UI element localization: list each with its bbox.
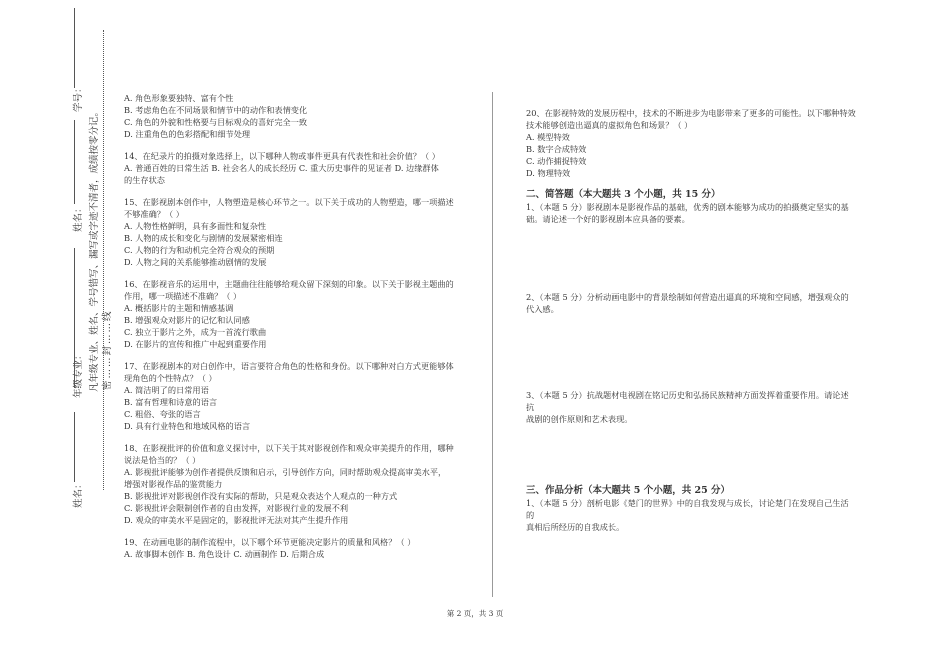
q16-option-a: A. 概括影片的主题和情感基调	[124, 303, 234, 313]
q13-option-d: D. 注重角色的色彩搭配和细节处理	[124, 129, 251, 139]
q20-stem: 20、在影视特效的发展历程中，技术的不断进步为电影带来了更多的可能性。以下哪种特效	[526, 108, 856, 118]
section-3-title: 三、作品分析（本大题共 5 个小题，共 25 分）	[526, 485, 731, 496]
q18-stem: 18、在影视批评的价值和意义探讨中，以下关于其对影视创作和观众审美提升的作用，哪种	[124, 443, 454, 453]
sa2-line1: 2、（本题 5 分）分析动画电影中的背景绘制如何营造出逼真的环境和空间感，增强观众的	[526, 292, 849, 302]
q18-option-a-cont: 增强对影视作品的鉴赏能力	[124, 479, 223, 489]
q14-options-cont: 的生存状态	[124, 175, 165, 185]
q15-option-b: B. 人物的成长和变化与剧情的发展紧密相连	[124, 233, 283, 243]
q15-option-a: A. 人物性格鲜明，具有多面性和复杂性	[124, 221, 267, 231]
analysis-1	[526, 497, 856, 533]
sa3-line2: 战剧的创作原则和艺术表现。	[526, 414, 633, 424]
q15-stem: 15、在影视剧本创作中，人物塑造是核心环节之一。以下关于成功的人物塑造，哪一项描述	[124, 197, 454, 207]
q17-stem-cont: 现角色的个性特点？（ ）	[124, 373, 217, 383]
q20-option-b: B. 数字合成特效	[526, 144, 587, 154]
q18-option-a: A. 影视批评能够为创作者提供反馈和启示，引导创作方向，同时帮助观众提高审美水平，	[124, 467, 447, 477]
student-id-label: 学号：	[73, 83, 84, 112]
question-17	[124, 360, 479, 432]
q16-option-d: D. 在影片的宣传和推广中起到重要作用	[124, 339, 267, 349]
q19-options: A. 故事脚本创作 B. 角色设计 C. 动画制作 D. 后期合成	[124, 549, 325, 559]
left-column	[124, 92, 479, 570]
q16-option-b: B. 增强观众对影片的记忆和认同感	[124, 315, 250, 325]
q16-stem-cont: 作用，哪一项描述不准确？（ ）	[124, 291, 242, 301]
school-line	[74, 412, 75, 482]
q16-stem: 16、在影视音乐的运用中，主题曲往往能够给观众留下深刻的印象。以下关于影视主题曲的	[124, 279, 454, 289]
q19-stem: 19、在动画电影的制作流程中，以下哪个环节更能决定影片的质量和风格？（ ）	[124, 537, 416, 547]
an1-line1: 1、（本题 5 分）剖析电影《楚门的世界》中的自我发现与成长，讨论楚门在发现自己生活的	[526, 498, 849, 520]
an1-line2: 真相后所经历的自我成长。	[526, 522, 625, 532]
seal-dotted-line	[103, 30, 104, 490]
q13-option-b: B. 考虑角色在不同场景和情节中的动作和表情变化	[124, 105, 308, 115]
major-line	[74, 248, 75, 388]
q14-stem: 14、在纪录片的拍摄对象选择上，以下哪种人物或事件更具有代表性和社会价值？（ ）	[124, 151, 440, 161]
q18-option-c: C. 影视批评会限制创作者的自由发挥，对影视行业的发展不利	[124, 503, 349, 513]
q15-option-c: C. 人物的行为和动机完全符合观众的预期	[124, 245, 275, 255]
section-2-title: 二、简答题（本大题共 3 个小题，共 15 分）	[526, 189, 721, 200]
q17-option-d: D. 具有行业特色和地域风格的语言	[124, 421, 251, 431]
right-column	[526, 107, 856, 533]
question-16	[124, 278, 479, 350]
name-line	[74, 120, 75, 204]
short-answer-1	[526, 201, 856, 291]
question-18	[124, 442, 479, 526]
q20-option-c: C. 动作捕捉特效	[526, 156, 587, 166]
q18-stem-cont: 说法是恰当的？（ ）	[124, 455, 201, 465]
q17-option-c: C. 粗俗、夸张的语言	[124, 409, 201, 419]
notice-text: 凡年级专业、姓名、学号错写、漏写或字迹不清者，成绩按零分记。	[89, 106, 100, 392]
question-20	[526, 107, 856, 179]
question-15	[124, 196, 479, 268]
major-label: 年级专业：	[73, 350, 84, 398]
sa3-line1: 3、（本题 5 分）抗战题材电视剧在铭记历史和弘扬民族精神方面发挥着重要作用。请论述抗	[526, 390, 849, 412]
question-19	[124, 536, 479, 560]
q16-option-c: C. 独立于影片之外，成为一首流行歌曲	[124, 327, 267, 337]
short-answer-2	[526, 291, 856, 389]
q17-option-a: A. 简洁明了的日常用语	[124, 385, 209, 395]
q15-stem-cont: 不够准确？（ ）	[124, 209, 184, 219]
q20-option-d: D. 物理特效	[526, 168, 571, 178]
question-14	[124, 150, 479, 186]
q20-option-a: A. 模型特效	[526, 132, 570, 142]
binding-margin	[0, 0, 113, 672]
sa1-line2: 础。请论述一个好的影视剧本应具备的要素。	[526, 214, 690, 224]
q20-stem-cont: 技术能够创造出逼真的虚拟角色和场景？（ ）	[526, 120, 693, 130]
seal-line-text: 密……封……线	[102, 309, 113, 390]
q17-option-b: B. 富有哲理和诗意的语言	[124, 397, 218, 407]
school-label: 姓名：	[73, 479, 84, 508]
question-13	[124, 92, 479, 140]
q18-option-b: B. 影视批评对影视创作没有实际的帮助，只是观众表达个人观点的一种方式	[124, 491, 398, 501]
student-id-line	[74, 8, 75, 88]
name-label: 姓名：	[73, 203, 84, 232]
sa2-line2: 代入感。	[526, 304, 559, 314]
q18-option-d: D. 观众的审美水平是固定的，影视批评无法对其产生提升作用	[124, 515, 349, 525]
sa1-line1: 1、（本题 5 分）影视剧本是影视作品的基础，优秀的剧本能够为成功的拍摄奠定坚实的基	[526, 202, 849, 212]
q14-options: A. 普通百姓的日常生活 B. 社会名人的成长经历 C. 重大历史事件的见证者 D. 边缘群体	[124, 163, 439, 173]
q13-option-c: C. 角色的外貌和性格要与目标观众的喜好完全一致	[124, 117, 308, 127]
short-answer-3	[526, 389, 856, 485]
page-footer: 第 2 页，共 3 页	[446, 609, 504, 618]
q13-option-a: A. 角色形象要独特、富有个性	[124, 93, 234, 103]
q17-stem: 17、在影视剧本的对白创作中，语言要符合角色的性格和身份。以下哪种对白方式更能够体	[124, 361, 454, 371]
column-divider	[492, 92, 493, 597]
q15-option-d: D. 人物之间的关系能够推动剧情的发展	[124, 257, 267, 267]
